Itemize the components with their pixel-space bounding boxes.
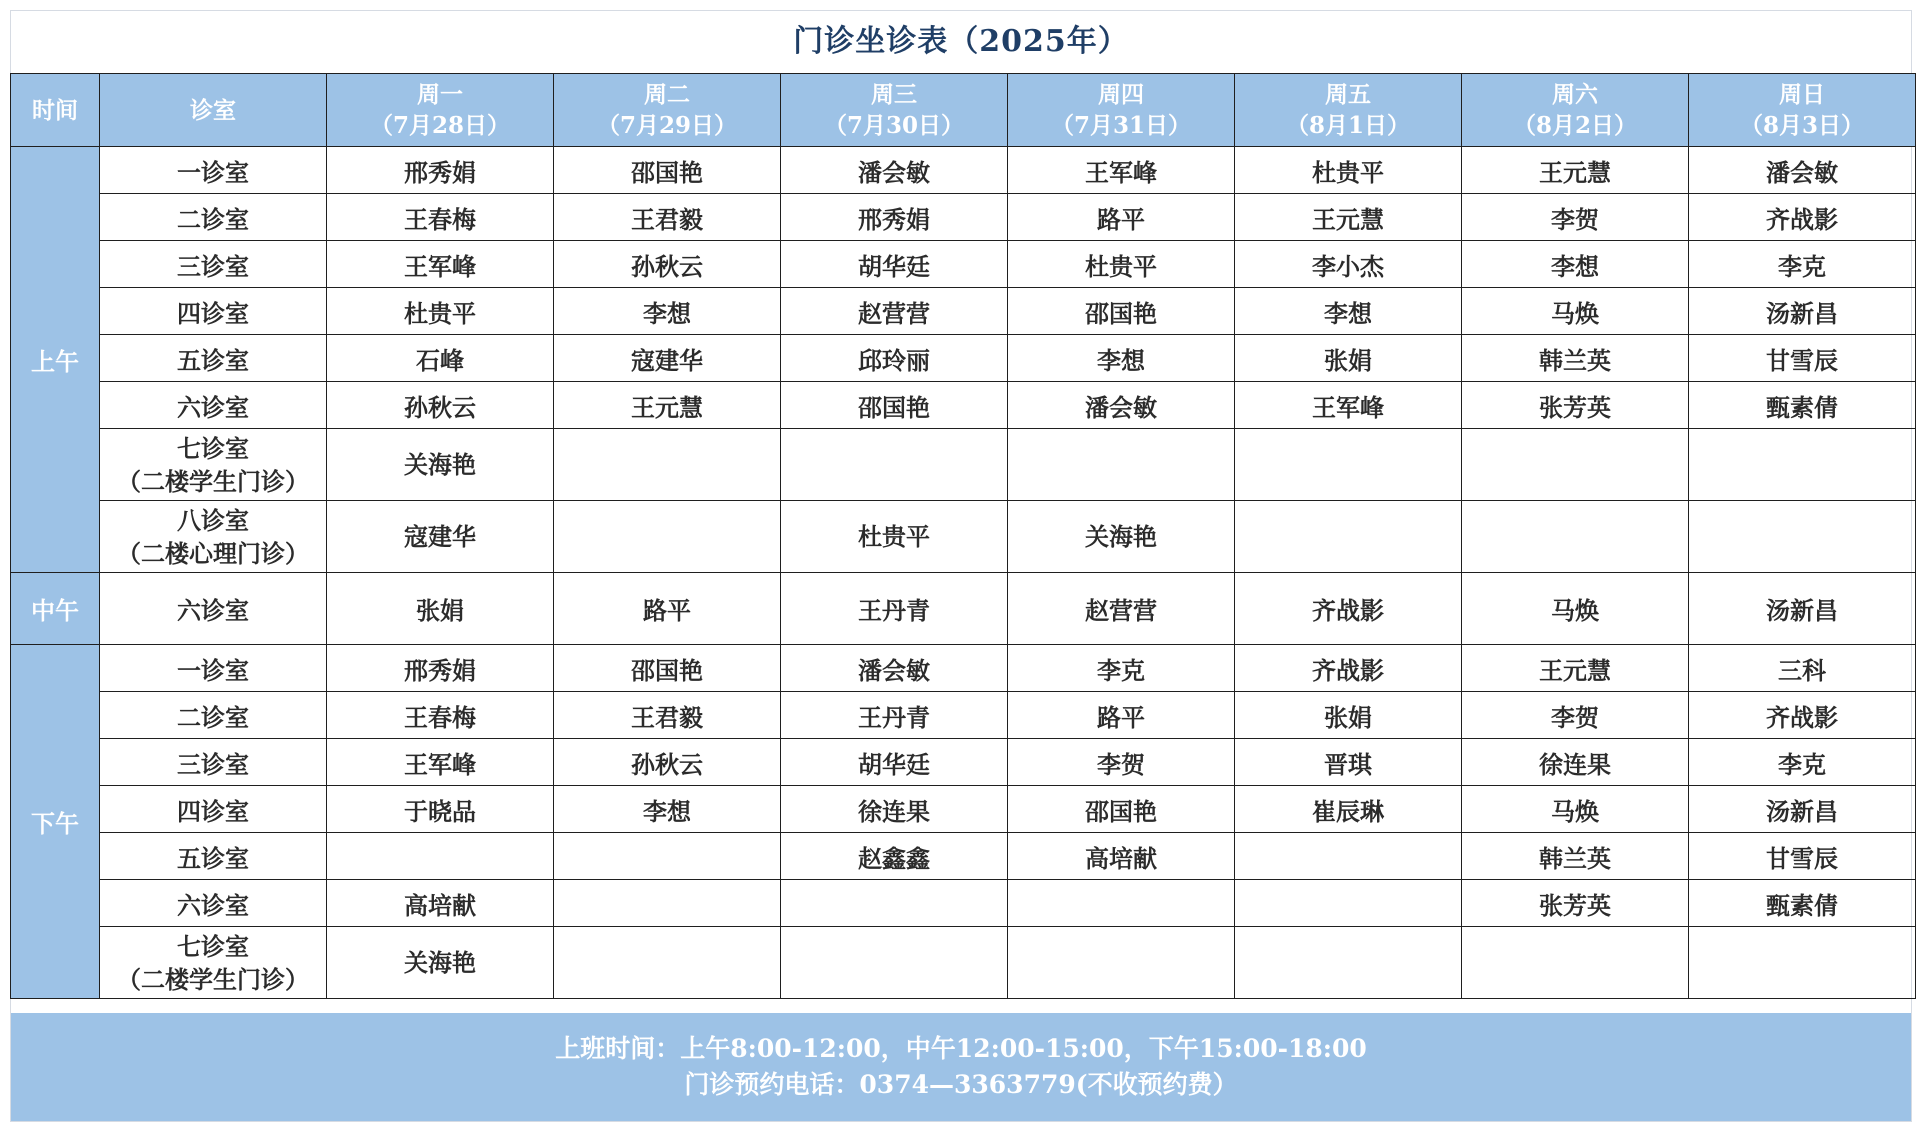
table-row — [11, 335, 1916, 382]
doctor-cell: 关海艳 — [327, 927, 554, 999]
doctor-cell: 韩兰英 — [1462, 833, 1689, 880]
doctor-cell — [1008, 880, 1235, 927]
doctor-cell: 邵国艳 — [781, 382, 1008, 429]
doctor-cell — [1689, 429, 1916, 501]
room-name: 二诊室 — [177, 702, 249, 732]
day-header: 周三 （7月30日） — [781, 74, 1008, 147]
footer-info — [11, 1013, 1911, 1121]
room-name: 七诊室 — [177, 931, 249, 961]
day-header: 周二 （7月29日） — [554, 74, 781, 147]
doctor-cell: 甘雪辰 — [1689, 833, 1916, 880]
doctor-cell — [1008, 429, 1235, 501]
doctor-cell — [1462, 429, 1689, 501]
table-row — [11, 833, 1916, 880]
doctor-cell: 潘会敏 — [781, 645, 1008, 692]
room-name: 一诊室 — [177, 655, 249, 685]
doctor-cell: 王元慧 — [1235, 194, 1462, 241]
doctor-cell: 马焕 — [1462, 288, 1689, 335]
doctor-cell: 王君毅 — [554, 194, 781, 241]
doctor-cell: 王春梅 — [327, 194, 554, 241]
doctor-cell: 齐战影 — [1689, 194, 1916, 241]
doctor-cell: 王军峰 — [1008, 147, 1235, 194]
doctor-cell: 徐连果 — [781, 786, 1008, 833]
schedule-sheet — [10, 10, 1912, 1122]
table-row — [11, 194, 1916, 241]
doctor-cell: 张娟 — [327, 573, 554, 645]
doctor-cell: 王春梅 — [327, 692, 554, 739]
doctor-cell — [554, 927, 781, 999]
doctor-cell: 杜贵平 — [1235, 147, 1462, 194]
doctor-cell: 王军峰 — [1235, 382, 1462, 429]
doctor-cell: 齐战影 — [1235, 645, 1462, 692]
room-name: 三诊室 — [177, 251, 249, 281]
doctor-cell: 邵国艳 — [554, 645, 781, 692]
doctor-cell: 甄素倩 — [1689, 382, 1916, 429]
doctor-cell: 邢秀娟 — [781, 194, 1008, 241]
page-title: 门诊坐诊表（2025年） — [793, 24, 1129, 59]
doctor-cell: 路平 — [1008, 194, 1235, 241]
doctor-cell — [327, 833, 554, 880]
doctor-cell: 徐连果 — [1462, 739, 1689, 786]
doctor-cell: 路平 — [1008, 692, 1235, 739]
table-row — [11, 147, 1916, 194]
appointment-phone: 门诊预约电话：0374—3363779(不收预约费） — [684, 1070, 1238, 1099]
room-cell — [100, 335, 327, 382]
room-name: 六诊室 — [177, 596, 249, 625]
doctor-cell: 甘雪辰 — [1689, 335, 1916, 382]
doctor-cell: 潘会敏 — [781, 147, 1008, 194]
table-row — [11, 429, 1916, 501]
doctor-cell: 寇建华 — [554, 335, 781, 382]
table-row — [11, 739, 1916, 786]
room-name: 四诊室 — [177, 796, 249, 826]
doctor-cell: 杜贵平 — [781, 501, 1008, 573]
room-header: 诊室 — [100, 74, 327, 147]
table-row — [11, 501, 1916, 573]
period-noon: 中午 — [11, 573, 100, 645]
doctor-cell: 李克 — [1689, 241, 1916, 288]
doctor-cell: 李贺 — [1008, 739, 1235, 786]
room-location: （二楼心理门诊） — [117, 538, 309, 568]
doctor-cell: 李想 — [554, 288, 781, 335]
room-name: 五诊室 — [177, 345, 249, 375]
room-name: 二诊室 — [177, 204, 249, 234]
day-header: 周五 （8月1日） — [1235, 74, 1462, 147]
doctor-cell — [1462, 927, 1689, 999]
doctor-cell: 甄素倩 — [1689, 880, 1916, 927]
doctor-cell — [1235, 833, 1462, 880]
doctor-cell: 李想 — [554, 786, 781, 833]
room-cell — [100, 288, 327, 335]
room-cell — [100, 692, 327, 739]
table-row — [11, 927, 1916, 999]
period-afternoon: 下午 — [11, 645, 100, 999]
doctor-cell — [554, 880, 781, 927]
doctor-cell: 王君毅 — [554, 692, 781, 739]
table-row — [11, 573, 1916, 645]
room-cell — [100, 501, 327, 573]
doctor-cell: 晋琪 — [1235, 739, 1462, 786]
doctor-cell — [1235, 927, 1462, 999]
doctor-cell: 王元慧 — [554, 382, 781, 429]
doctor-cell: 张娟 — [1235, 692, 1462, 739]
doctor-cell: 张芳英 — [1462, 382, 1689, 429]
doctor-cell: 高培献 — [1008, 833, 1235, 880]
room-location: （二楼学生门诊） — [117, 964, 309, 994]
doctor-cell: 李贺 — [1462, 194, 1689, 241]
doctor-cell: 崔辰琳 — [1235, 786, 1462, 833]
doctor-cell: 关海艳 — [1008, 501, 1235, 573]
doctor-cell: 胡华廷 — [781, 241, 1008, 288]
schedule-table — [10, 73, 1916, 999]
room-cell — [100, 833, 327, 880]
doctor-cell: 李贺 — [1462, 692, 1689, 739]
room-name: 三诊室 — [177, 749, 249, 779]
doctor-cell: 胡华廷 — [781, 739, 1008, 786]
doctor-cell — [1008, 927, 1235, 999]
doctor-cell: 邵国艳 — [554, 147, 781, 194]
table-row — [11, 645, 1916, 692]
doctor-cell: 赵营营 — [1008, 573, 1235, 645]
doctor-cell: 张芳英 — [1462, 880, 1689, 927]
doctor-cell: 杜贵平 — [327, 288, 554, 335]
room-cell — [100, 382, 327, 429]
doctor-cell: 孙秋云 — [327, 382, 554, 429]
day-header: 周四 （7月31日） — [1008, 74, 1235, 147]
room-cell — [100, 739, 327, 786]
room-location: （二楼学生门诊） — [117, 466, 309, 496]
doctor-cell: 王元慧 — [1462, 645, 1689, 692]
doctor-cell — [781, 880, 1008, 927]
doctor-cell: 关海艳 — [327, 429, 554, 501]
time-header: 时间 — [11, 74, 100, 147]
room-cell — [100, 645, 327, 692]
table-row — [11, 382, 1916, 429]
room-cell — [100, 147, 327, 194]
day-header: 周一 （7月28日） — [327, 74, 554, 147]
working-hours: 上班时间：上午8:00-12:00，中午12:00-15:00，下午15:00-18:00 — [555, 1034, 1367, 1063]
doctor-cell: 张娟 — [1235, 335, 1462, 382]
doctor-cell: 李克 — [1689, 739, 1916, 786]
doctor-cell: 邢秀娟 — [327, 645, 554, 692]
doctor-cell — [1235, 501, 1462, 573]
doctor-cell: 李想 — [1235, 288, 1462, 335]
doctor-cell — [1689, 927, 1916, 999]
doctor-cell: 马焕 — [1462, 786, 1689, 833]
room-cell — [100, 241, 327, 288]
period-morning: 上午 — [11, 147, 100, 573]
doctor-cell: 李想 — [1462, 241, 1689, 288]
doctor-cell: 齐战影 — [1235, 573, 1462, 645]
table-row — [11, 692, 1916, 739]
doctor-cell: 高培献 — [327, 880, 554, 927]
room-cell — [100, 429, 327, 501]
doctor-cell: 三科 — [1689, 645, 1916, 692]
room-name: 六诊室 — [177, 392, 249, 422]
doctor-cell: 汤新昌 — [1689, 288, 1916, 335]
doctor-cell — [1235, 429, 1462, 501]
doctor-cell: 李克 — [1008, 645, 1235, 692]
doctor-cell: 潘会敏 — [1008, 382, 1235, 429]
doctor-cell: 路平 — [554, 573, 781, 645]
doctor-cell: 王军峰 — [327, 241, 554, 288]
doctor-cell: 马焕 — [1462, 573, 1689, 645]
doctor-cell: 孙秋云 — [554, 241, 781, 288]
doctor-cell: 孙秋云 — [554, 739, 781, 786]
doctor-cell: 石峰 — [327, 335, 554, 382]
room-name: 六诊室 — [177, 890, 249, 920]
doctor-cell — [1462, 501, 1689, 573]
doctor-cell — [781, 927, 1008, 999]
room-name: 一诊室 — [177, 157, 249, 187]
doctor-cell: 邵国艳 — [1008, 786, 1235, 833]
table-row — [11, 880, 1916, 927]
doctor-cell: 王军峰 — [327, 739, 554, 786]
doctor-cell: 邢秀娟 — [327, 147, 554, 194]
doctor-cell: 杜贵平 — [1008, 241, 1235, 288]
doctor-cell: 齐战影 — [1689, 692, 1916, 739]
doctor-cell — [1235, 880, 1462, 927]
doctor-cell: 汤新昌 — [1689, 786, 1916, 833]
doctor-cell: 王元慧 — [1462, 147, 1689, 194]
room-cell — [100, 880, 327, 927]
doctor-cell — [554, 833, 781, 880]
doctor-cell: 潘会敏 — [1689, 147, 1916, 194]
doctor-cell: 王丹青 — [781, 573, 1008, 645]
doctor-cell: 邱玲丽 — [781, 335, 1008, 382]
doctor-cell: 韩兰英 — [1462, 335, 1689, 382]
doctor-cell: 邵国艳 — [1008, 288, 1235, 335]
doctor-cell: 李想 — [1008, 335, 1235, 382]
doctor-cell — [1689, 501, 1916, 573]
doctor-cell: 于晓品 — [327, 786, 554, 833]
doctor-cell: 汤新昌 — [1689, 573, 1916, 645]
table-row — [11, 786, 1916, 833]
room-name: 四诊室 — [177, 298, 249, 328]
header-row — [11, 74, 1916, 147]
doctor-cell — [554, 501, 781, 573]
day-header: 周日 （8月3日） — [1689, 74, 1916, 147]
doctor-cell: 赵鑫鑫 — [781, 833, 1008, 880]
table-row — [11, 288, 1916, 335]
room-cell — [100, 573, 327, 645]
room-cell — [100, 927, 327, 999]
doctor-cell: 李小杰 — [1235, 241, 1462, 288]
doctor-cell: 王丹青 — [781, 692, 1008, 739]
day-header: 周六 （8月2日） — [1462, 74, 1689, 147]
table-row — [11, 241, 1916, 288]
doctor-cell — [781, 429, 1008, 501]
room-name: 五诊室 — [177, 843, 249, 873]
doctor-cell — [554, 429, 781, 501]
room-name: 八诊室 — [177, 505, 249, 535]
room-name: 七诊室 — [177, 433, 249, 463]
room-cell — [100, 786, 327, 833]
room-cell — [100, 194, 327, 241]
doctor-cell: 寇建华 — [327, 501, 554, 573]
doctor-cell: 赵营营 — [781, 288, 1008, 335]
